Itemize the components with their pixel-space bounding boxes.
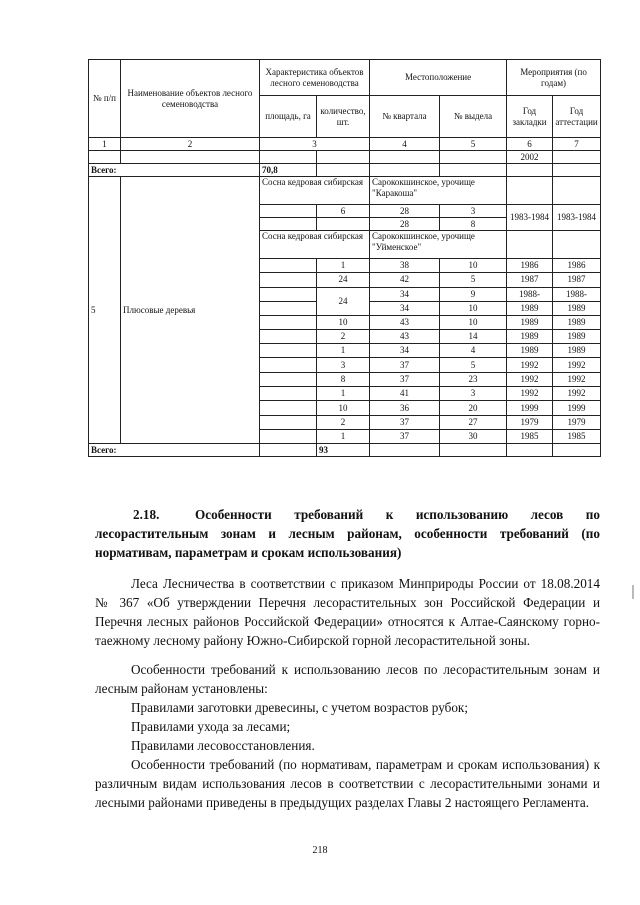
quarter-cell: 37	[370, 372, 440, 386]
location-cell: Сарококшинское, урочище "Уйменское"	[370, 231, 507, 259]
table-row	[89, 60, 601, 96]
year-laid-cell: 1989	[507, 344, 553, 358]
count-cell: 6	[317, 205, 370, 218]
table-cell	[260, 273, 317, 287]
quarter-cell: 43	[370, 315, 440, 329]
table-cell	[553, 177, 601, 205]
table-row	[89, 138, 601, 151]
year-attest-cell: 1988-	[553, 287, 601, 301]
table-cell	[507, 177, 553, 205]
year-laid-cell: 1979	[507, 415, 553, 429]
year-laid-cell: 1989	[507, 315, 553, 329]
table-row	[89, 444, 601, 457]
table-row	[89, 177, 601, 205]
year-laid-cell: 1985	[507, 429, 553, 443]
table-cell	[370, 151, 440, 164]
section-cell: 5	[440, 273, 507, 287]
count-cell: 1	[317, 429, 370, 443]
year-attest-cell: 1989	[553, 344, 601, 358]
table-cell	[370, 444, 440, 457]
total-label: Всего:	[89, 164, 260, 177]
species-cell: Сосна кедровая сибирская	[260, 231, 370, 259]
paragraph-rule-harvest: Правилами заготовки древесины, с учетом возрастов рубок;	[131, 700, 468, 715]
year-laid-cell: 1992	[507, 372, 553, 386]
margin-mark	[632, 585, 634, 599]
section-cell: 23	[440, 372, 507, 386]
paragraph-features: Особенности требований (по нормативам, параметрам и срокам использования) к различным видам использования лесов в соответствии с лесорастительными зонами и лесными районами приведены в предыдущих разделах Главы 2 настоящего Регламента.	[95, 757, 600, 810]
section-cell: 5	[440, 358, 507, 372]
total-count: 93	[317, 444, 370, 457]
species-cell: Сосна кедровая сибирская	[260, 177, 370, 205]
year-laid-cell: 1988-	[507, 287, 553, 301]
table-cell	[260, 387, 317, 401]
year-attest-cell: 1985	[553, 429, 601, 443]
quarter-cell: 43	[370, 329, 440, 343]
year-laid-cell: 1983-1984	[507, 205, 553, 231]
year-laid-cell: 1999	[507, 401, 553, 415]
table-cell	[553, 151, 601, 164]
count-cell: 1	[317, 387, 370, 401]
header-section: № выдела	[440, 96, 507, 138]
section-cell: 14	[440, 329, 507, 343]
table-cell	[89, 151, 121, 164]
quarter-cell: 36	[370, 401, 440, 415]
page-number: 218	[312, 845, 328, 856]
year-cell: 2002	[507, 151, 553, 164]
count-cell: 3	[317, 358, 370, 372]
year-laid-cell: 1992	[507, 358, 553, 372]
table-cell	[260, 329, 317, 343]
table-cell	[260, 429, 317, 443]
section-cell: 8	[440, 218, 507, 231]
table-cell	[370, 164, 440, 177]
paragraph-rule-reforest: Правилами лесовосстановления.	[131, 738, 315, 753]
quarter-cell: 28	[370, 218, 440, 231]
section-number: 2.18.	[133, 507, 160, 522]
table-cell	[260, 218, 317, 231]
year-attest-cell: 1992	[553, 387, 601, 401]
table-cell	[317, 164, 370, 177]
count-cell	[317, 218, 370, 231]
header-name: Наименование объектов лесного семеноводства	[121, 60, 260, 138]
table-cell	[260, 401, 317, 415]
section-cell: 30	[440, 429, 507, 443]
header-count: количество, шт.	[317, 96, 370, 138]
paragraph-regulation: Леса Лесничества в соответствии с приказом Минприроды России от 18.08.2014 № 367 «Об утверждении Перечня лесорастительных зон Российской Федерации и Перечня лесных районов Российской Федерации» относятся к Алтае-Саянскому горно-таежному лесному району Южно-Сибирской горной лесорастительной зоны.	[95, 576, 600, 648]
year-attest-cell: 1979	[553, 415, 601, 429]
paragraph-requirements: Особенности требований к использованию лесов по лесорастительным зонам и лесным районам установлены:	[95, 662, 600, 696]
quarter-cell: 42	[370, 273, 440, 287]
column-number: 6	[507, 138, 553, 151]
year-attest-cell: 1992	[553, 372, 601, 386]
section-cell: 20	[440, 401, 507, 415]
table-cell	[440, 164, 507, 177]
table-cell	[553, 444, 601, 457]
year-attest-cell: 1992	[553, 358, 601, 372]
table-cell	[317, 151, 370, 164]
count-cell: 24	[317, 287, 370, 315]
section-cell: 10	[440, 315, 507, 329]
year-laid-cell: 1986	[507, 259, 553, 273]
location-cell: Сарококшинское, урочище "Каракоша"	[370, 177, 507, 205]
table-row	[89, 164, 601, 177]
quarter-cell: 37	[370, 429, 440, 443]
year-attest-cell: 1987	[553, 273, 601, 287]
section-cell: 10	[440, 259, 507, 273]
table-cell	[440, 444, 507, 457]
quarter-cell: 34	[370, 344, 440, 358]
column-number: 5	[440, 138, 507, 151]
year-laid-cell: 1987	[507, 273, 553, 287]
year-attest-cell: 1986	[553, 259, 601, 273]
table-cell	[507, 231, 553, 259]
table-cell	[260, 358, 317, 372]
count-cell: 2	[317, 415, 370, 429]
quarter-cell: 37	[370, 358, 440, 372]
table-row	[89, 151, 601, 164]
header-events: Мероприятия (по годам)	[507, 60, 601, 96]
header-area: площадь, га	[260, 96, 317, 138]
section-cell: 3	[440, 387, 507, 401]
quarter-cell: 34	[370, 301, 440, 315]
header-location: Местоположение	[370, 60, 507, 96]
total-area: 70,8	[260, 164, 317, 177]
table-cell	[260, 287, 317, 301]
year-attest-cell: 1999	[553, 401, 601, 415]
count-cell: 24	[317, 273, 370, 287]
table-cell	[507, 164, 553, 177]
year-attest-cell: 1983-1984	[553, 205, 601, 231]
table-cell	[260, 259, 317, 273]
quarter-cell: 37	[370, 415, 440, 429]
table-cell	[553, 231, 601, 259]
section-title: Особенности требований к использованию лесов по лесорастительным зонам и лесным районам, особенности требований (по нормативам, параметрам и срокам использования)	[95, 507, 600, 560]
table-cell	[260, 372, 317, 386]
header-year-laid: Год закладки	[507, 96, 553, 138]
quarter-cell: 41	[370, 387, 440, 401]
total-label: Всего:	[89, 444, 260, 457]
year-laid-cell: 1989	[507, 301, 553, 315]
section-number-cell: 5	[89, 177, 121, 444]
table-cell	[260, 151, 317, 164]
count-cell: 10	[317, 401, 370, 415]
header-characteristics: Характеристика объектов лесного семеноводства	[260, 60, 370, 96]
column-number: 7	[553, 138, 601, 151]
quarter-cell: 28	[370, 205, 440, 218]
year-attest-cell: 1989	[553, 315, 601, 329]
count-cell: 2	[317, 329, 370, 343]
header-year-attest: Год аттестации	[553, 96, 601, 138]
section-cell: 3	[440, 205, 507, 218]
table-cell	[260, 301, 317, 315]
column-number: 2	[121, 138, 260, 151]
seed-objects-table	[88, 59, 601, 457]
table-cell	[260, 444, 317, 457]
column-number: 3	[260, 138, 370, 151]
year-laid-cell: 1989	[507, 329, 553, 343]
quarter-cell: 38	[370, 259, 440, 273]
count-cell: 8	[317, 372, 370, 386]
table-cell	[553, 164, 601, 177]
table-cell	[260, 315, 317, 329]
section-cell: 27	[440, 415, 507, 429]
year-attest-cell: 1989	[553, 301, 601, 315]
table-cell	[260, 344, 317, 358]
header-num: № п/п	[89, 60, 121, 138]
year-laid-cell: 1992	[507, 387, 553, 401]
count-cell: 10	[317, 315, 370, 329]
table-cell	[260, 415, 317, 429]
paragraph-rule-care: Правилами ухода за лесами;	[131, 719, 291, 734]
section-cell: 9	[440, 287, 507, 301]
quarter-cell: 34	[370, 287, 440, 301]
column-number: 1	[89, 138, 121, 151]
table-cell	[121, 151, 260, 164]
table-cell	[507, 444, 553, 457]
column-number: 4	[370, 138, 440, 151]
section-name-cell: Плюсовые деревья	[121, 177, 260, 444]
table-cell	[260, 205, 317, 218]
count-cell: 1	[317, 259, 370, 273]
header-quarter: № квартала	[370, 96, 440, 138]
count-cell: 1	[317, 344, 370, 358]
section-cell: 10	[440, 301, 507, 315]
section-heading	[95, 505, 600, 562]
section-cell: 4	[440, 344, 507, 358]
table-cell	[440, 151, 507, 164]
year-attest-cell: 1989	[553, 329, 601, 343]
